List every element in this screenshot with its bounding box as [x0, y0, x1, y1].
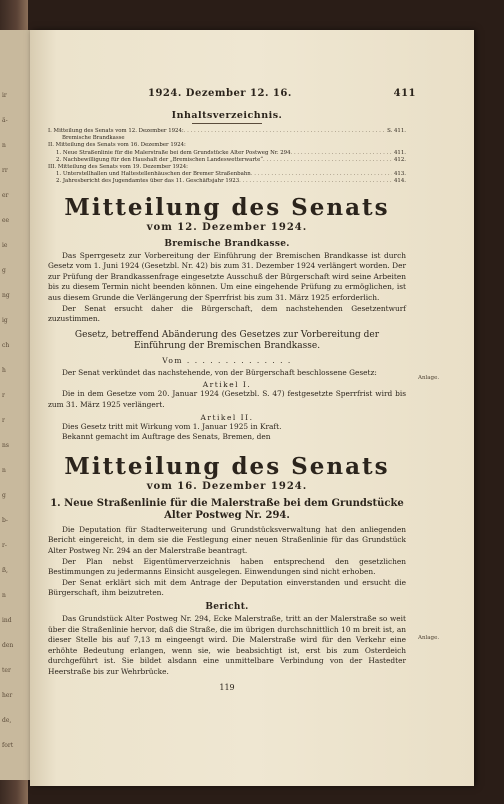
paragraph: Der Plan nebst Eigentümerverzeichnis haben entsprechend den gesetzlichen Bestimmungen zu jedermanns Einsicht ausgelegen. Einwendungen sind nicht erhoben. [48, 556, 406, 577]
right-background [474, 28, 504, 788]
toc-entry-text: 1. Neue Straßenlinie für die Malerstraße bei dem Grundstücke Alter Postweg Nr. 294 [56, 149, 291, 156]
margin-note-anlage-2: Anlage. [418, 635, 440, 641]
header-page-number: 411 [393, 88, 416, 99]
header-title: 1924. Dezember 12. 16. [148, 88, 292, 99]
previous-page-fragment: ind [2, 617, 12, 624]
previous-page-fragment: ns [2, 442, 9, 449]
previous-page-fragment: ter [2, 667, 11, 674]
previous-page-fragment: de, [2, 717, 12, 724]
previous-page-fragment: h [2, 367, 6, 374]
previous-page-fragment: r [2, 392, 5, 399]
toc-entry [48, 178, 406, 185]
paragraph: Die Deputation für Stadterweiterung und Grundstücksverwaltung hat den anliegenden Bericht eingereicht, in dem sie die Festlegung einer neuen Straßenlinie für das Grundstück Alter Postweg Nr. 294 an der Malerstraße beantragt. [48, 524, 406, 555]
toc-entry-text: 2. Nachbewilligung für den Haushalt der „Bremischen Landeswetterwarte“ [56, 156, 264, 163]
previous-page-fragment: den [2, 642, 14, 649]
previous-page-fragment: n [2, 467, 6, 474]
artikel-2-label: Artikel II. [200, 412, 254, 422]
toc-leader-dots [263, 157, 392, 164]
previous-page-fragment: ch [2, 342, 10, 349]
mitteilung-1-date: vom 12. Dezember 1924. [146, 221, 308, 233]
footer-page-number: 119 [219, 683, 235, 693]
law-intro: Der Senat verkündet das nachstehende, von der Bürgerschaft beschlossene Gesetz: [62, 367, 377, 377]
toc-entry [48, 142, 406, 149]
previous-page-edge [0, 30, 30, 780]
previous-page-fragment: ie [2, 242, 8, 249]
toc-leader-dots [184, 128, 385, 135]
bericht-text: Das Grundstück Alter Postweg Nr. 294, Ecke Malerstraße, tritt an der Malerstraße so weit über die Straßenlinie hervor, daß die Straße, die im übrigen durchschnittlich 10 m breit ist, an dieser Stelle bis auf 7,13 m eingeengt wird. Die Malerstraße wird für den Verkehr eine erhöhte Bedeutung erlangen, wenn sie, wie beabsichtigt ist, erst bis zum Osterdeich durchgeführt ist. Sie bildet alsdann eine unmittelbare Verbindung von der Hastedter Heerstraße bis zur Wehrbrücke. [48, 613, 406, 676]
toc-entry-text: Bremische Brandkasse [62, 135, 125, 142]
running-header [48, 88, 416, 106]
previous-page-fragment: rr [2, 167, 8, 174]
bericht-label: Bericht. [205, 601, 249, 612]
margin-note-anlage-1: Anlage. [418, 375, 440, 381]
previous-page-fragment: er [2, 192, 9, 199]
toc-entry [48, 171, 406, 178]
toc-entry [48, 135, 406, 142]
previous-page-fragment: ß, [2, 567, 8, 574]
toc-entry-page: 413. [393, 171, 406, 178]
previous-page-fragment: r- [2, 542, 7, 549]
previous-page-fragment: ng [2, 292, 10, 299]
toc-entry-text: II. Mitteilung des Senats vom 16. Dezember 1924: [48, 142, 186, 149]
mitteilung-1-heading: Mitteilung des Senats [64, 193, 390, 221]
mitteilung-2-heading: Mitteilung des Senats [64, 452, 390, 480]
topic-heading: 1. Neue Straßenlinie für die Malerstraße bei dem Grundstücke Alter Postweg Nr. 294. [50, 497, 404, 521]
paragraph: Der Senat erklärt sich mit dem Antrage der Deputation einverstanden und ersucht die Bürgerschaft, ihm beizutreten. [48, 577, 406, 598]
previous-page-fragment: ig [2, 317, 8, 324]
closing-line: Bekannt gemacht im Auftrage des Senats, Bremen, den [62, 432, 271, 442]
previous-page-fragment: r [2, 417, 5, 424]
table-of-contents [48, 128, 406, 186]
previous-page-fragment: n [2, 142, 6, 149]
paragraph: Das Sperrgesetz zur Vorbereitung der Einführung der Bremischen Brandkasse ist durch Gesetz vom 1. Juni 1924 (Gesetzbl. Nr. 42) bis zum 31. Dezember 1924 verlängert worden. Der zur Prüfung der Brandkassenfrage eingesetzte Ausschuß der Bürgerschaft wird seine Arbeiten bis zu diesem Termin nicht beenden können. Um eine eingehende Prüfung zu ermöglichen, ist aus diesem Grunde die Verlängerung der Sperrfrist bis zum 31. März 1925 erforderlich. [48, 250, 406, 302]
toc-entry-page: 411. [393, 149, 406, 156]
section-title-brandkasse: Bremische Brandkasse. [164, 238, 290, 249]
toc-entry [48, 157, 406, 164]
toc-entry [48, 128, 406, 135]
artikel-2-text: Dies Gesetz tritt mit Wirkung vom 1. Januar 1925 in Kraft. [62, 421, 282, 431]
toc-entry-text: 1. Unterstellhallen und Haltestellenhäuschen der Bremer Straßenbahn [56, 171, 251, 178]
toc-entry-text: I. Mitteilung des Senats vom 12. Dezember 1924: [48, 128, 184, 134]
previous-page-fragment: b- [2, 517, 8, 524]
previous-page-fragment: ir [2, 92, 7, 99]
toc-title: Inhaltsverzeichnis. [171, 110, 283, 121]
toc-entry-text: III. Mitteilung des Senats vom 19. Dezember 1924: [48, 164, 188, 171]
toc-entry-text: 2. Jahresbericht des Jugendamtes über das 11. Geschäftsjahr 1923 [56, 178, 240, 185]
toc-entry-page: 412. [393, 156, 406, 163]
toc-leader-dots [239, 178, 392, 185]
toc-rule [192, 123, 262, 124]
mitteilung-2-date: vom 16. Dezember 1924. [146, 480, 308, 492]
previous-page-fragment: g [2, 267, 6, 274]
previous-page-fragment: n [2, 592, 6, 599]
law-date-blank: Vom . . . . . . . . . . . . . . [162, 355, 292, 365]
law-title: Gesetz, betreffend Abänderung des Gesetzes zur Vorbereitung der Einführung der Bremischen Brandkasse. [74, 329, 380, 351]
previous-page-fragment: g [2, 492, 6, 499]
toc-leader-dots [291, 150, 392, 157]
artikel-1-label: Artikel I. [202, 380, 252, 390]
artikel-1-text: Die in dem Gesetze vom 20. Januar 1924 (Gesetzbl. S. 47) festgesetzte Sperrfrist wird bis zum 31. März 1925 verlängert. [48, 389, 406, 409]
previous-page-fragment: her [2, 692, 13, 699]
previous-page-fragment: fort [2, 742, 14, 749]
toc-entry [48, 164, 406, 171]
toc-entry-page: 414. [393, 178, 406, 185]
previous-page-fragment: ee [2, 217, 10, 224]
toc-entry [48, 150, 406, 157]
document-page [30, 30, 474, 786]
paragraph: Der Senat ersucht daher die Bürgerschaft, dem nachstehenden Gesetzentwurf zuzustimmen. [48, 303, 406, 324]
toc-entry-page: S. 411. [387, 128, 406, 134]
toc-leader-dots [251, 171, 392, 178]
page-content [48, 88, 416, 693]
previous-page-fragment: ä- [2, 117, 8, 124]
